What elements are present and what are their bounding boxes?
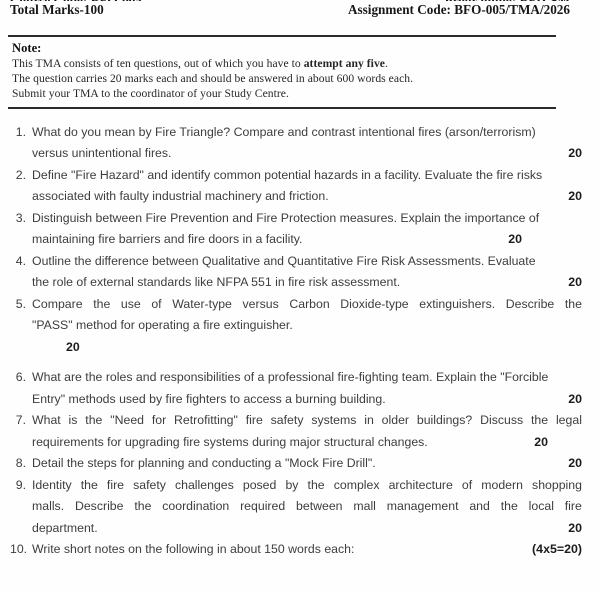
question-text-line: Entry" methods used by fire fighters to access a burning building. bbox=[32, 391, 386, 406]
question-text-line: malls. Describe the coordination required between mall management and the local fire bbox=[32, 499, 582, 514]
question-text-line: Define "Fire Hazard" and identify common potential hazards in a facility. Evaluate the fire risks bbox=[32, 167, 543, 182]
question-body bbox=[32, 122, 582, 165]
question-tail bbox=[32, 432, 582, 454]
question-marks: 20 bbox=[534, 434, 548, 449]
question-item bbox=[10, 122, 582, 165]
note-title: Note: bbox=[12, 41, 42, 55]
question-tail bbox=[32, 539, 582, 561]
question-tail bbox=[32, 143, 582, 165]
question-number: 7. bbox=[15, 413, 26, 428]
question-text-line: What is the "Need for Retrofitting" fire safety systems in older buildings? Discuss the legal bbox=[32, 413, 582, 428]
question-marks: 20 bbox=[568, 189, 582, 204]
note-line-1 bbox=[12, 56, 556, 71]
question-number: 1. bbox=[15, 124, 26, 139]
question-item bbox=[10, 367, 582, 410]
question-body bbox=[32, 251, 582, 294]
question-text-line: requirements for upgrading fire systems during major structural changes. bbox=[32, 434, 428, 449]
question-body bbox=[32, 410, 582, 453]
question-number: 5. bbox=[15, 296, 26, 311]
note-line-3: Submit your TMA to the coordinator of your Study Centre. bbox=[12, 87, 289, 101]
header-row-course bbox=[10, 0, 586, 1]
question-tail bbox=[32, 518, 582, 540]
programme-code bbox=[445, 0, 586, 1]
question-marks: 20 bbox=[568, 520, 582, 535]
question-text-line: Distinguish between Fire Prevention and Fire Protection measures. Explain the importance of bbox=[32, 210, 540, 225]
section-spacer bbox=[10, 358, 582, 367]
question-body bbox=[32, 294, 582, 359]
assignment-code: Assignment Code: BFO-005/TMA/2026 bbox=[348, 2, 570, 17]
question-list bbox=[10, 122, 582, 561]
question-item bbox=[10, 208, 582, 251]
question-item bbox=[10, 410, 582, 453]
question-text-line: Outline the difference between Qualitative and Quantitative Fire Risk Assessments. Evaluate bbox=[32, 253, 536, 268]
question-marks: 20 bbox=[508, 232, 522, 247]
question-item bbox=[10, 453, 582, 475]
question-text-line: Write short notes on the following in about 150 words each: bbox=[32, 542, 355, 557]
question-body bbox=[32, 475, 582, 540]
total-marks: Total Marks-100 bbox=[10, 2, 104, 17]
question-marks: 20 bbox=[568, 456, 582, 471]
question-text-line: "PASS" method for operating a fire extinguisher. bbox=[32, 318, 293, 333]
question-text-line: What do you mean by Fire Triangle? Compare and contrast intentional fires (arson/terrorism) bbox=[32, 124, 536, 139]
question-marks: 20 bbox=[568, 391, 582, 406]
question-marks: 20 bbox=[66, 339, 80, 354]
question-body bbox=[32, 367, 582, 410]
question-marks: (4x5=20) bbox=[532, 542, 582, 557]
question-tail bbox=[32, 229, 582, 251]
question-number: 10. bbox=[10, 542, 28, 557]
question-item bbox=[10, 475, 582, 540]
question-item bbox=[10, 294, 582, 359]
question-text-line: What are the roles and responsibilities of a professional fire-fighting team. Explain the "Forcible bbox=[32, 370, 549, 385]
note-line-1-emphasis: attempt any five bbox=[303, 57, 385, 70]
question-number: 8. bbox=[15, 456, 26, 471]
question-text-line: Detail the steps for planning and conducting a "Mock Fire Drill". bbox=[32, 456, 376, 471]
question-text-line: associated with faulty industrial machinery and friction. bbox=[32, 189, 329, 204]
question-tail bbox=[32, 389, 582, 411]
question-tail bbox=[32, 453, 582, 475]
question-number: 2. bbox=[15, 167, 26, 182]
question-text-line: the role of external standards like NFPA 551 in fire risk assessment. bbox=[32, 275, 401, 290]
question-number: 4. bbox=[15, 253, 26, 268]
question-text-line: maintaining fire barriers and fire doors in a facility. bbox=[32, 232, 303, 247]
document-header bbox=[0, 0, 600, 17]
note-line-1-period: . bbox=[385, 57, 388, 70]
header-row-marks bbox=[10, 2, 586, 17]
question-item bbox=[10, 539, 582, 561]
question-text-line: versus unintentional fires. bbox=[32, 146, 172, 161]
course-code bbox=[10, 0, 142, 1]
question-number: 3. bbox=[15, 210, 26, 225]
question-tail bbox=[32, 272, 582, 294]
note-line-2: The question carries 20 marks each and should be answered in about 600 words each. bbox=[12, 72, 414, 86]
question-body bbox=[32, 165, 582, 208]
question-body bbox=[32, 539, 582, 561]
question-item bbox=[10, 165, 582, 208]
question-number: 6. bbox=[15, 370, 26, 385]
question-body bbox=[32, 453, 582, 475]
question-body bbox=[32, 208, 582, 251]
question-tail bbox=[32, 186, 582, 208]
question-marks: 20 bbox=[568, 146, 582, 161]
question-number: 9. bbox=[15, 477, 26, 492]
question-text-line: department. bbox=[32, 520, 98, 535]
note-line-1-text: This TMA consists of ten questions, out of which you have to bbox=[12, 57, 304, 70]
question-text-line: Compare the use of Water-type versus Carbon Dioxide-type extinguishers. Describe the bbox=[32, 296, 582, 311]
note-box bbox=[8, 35, 556, 109]
question-marks: 20 bbox=[568, 275, 582, 290]
question-item bbox=[10, 251, 582, 294]
question-text-line: Identity the fire safety challenges posed by the complex architecture of modern shopping bbox=[32, 477, 582, 492]
